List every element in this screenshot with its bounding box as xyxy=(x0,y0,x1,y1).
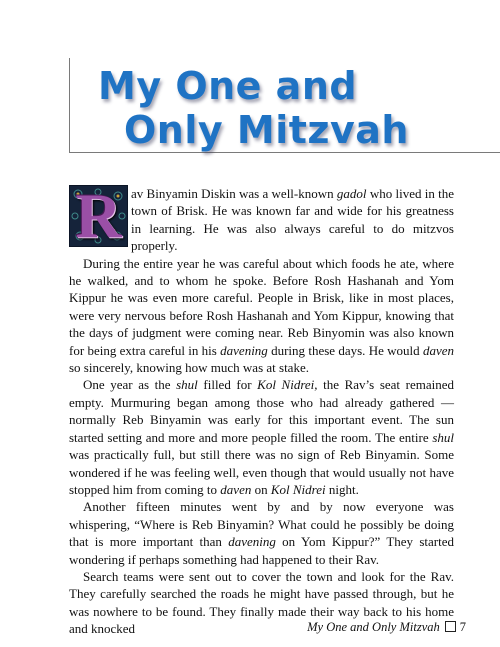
title-frame-vertical-rule xyxy=(69,58,70,153)
text-run: Search teams were sent out to cover the town and look for the Rav. They carefully searched the roads he might have passed through, but he was nowhere to be found. They finally made their way back to his home and knocked xyxy=(69,568,454,637)
drop-cap-spacer xyxy=(69,185,131,253)
text-run: on Yom Kippur?” They started wondering if perhaps something had happened to their Rav. xyxy=(69,534,454,567)
italic-term: shul xyxy=(432,429,454,445)
text-run: during these days. He would xyxy=(267,342,423,358)
chapter-title-line-1: My One and xyxy=(98,64,358,108)
drop-cap-letter: R xyxy=(75,185,122,247)
text-run: on xyxy=(251,481,271,497)
paragraph xyxy=(69,376,454,498)
italic-term: Kol Nidrei xyxy=(270,481,326,497)
page-number: 7 xyxy=(459,620,466,634)
text-run: the Rav’s seat remained empty. Murmuring began among those who had already gathered — normally Reb Binyamin was early for this important event. The sun started setting and more and more people filled the room. The entire xyxy=(69,377,454,445)
italic-term: daven xyxy=(220,481,252,497)
text-run: One year as the xyxy=(83,377,177,393)
italic-term: daven xyxy=(422,342,455,358)
italic-term: Kol Nidrei, xyxy=(257,377,318,393)
italic-term: shul xyxy=(176,377,198,393)
title-frame-horizontal-rule xyxy=(69,152,500,153)
text-run: who lived in the town of Brisk. He was known far and wide for his greatness in learning. He was also always careful to do mitzvos properly. xyxy=(131,186,454,254)
text-run: was practically full, but still there was no sign of Reb Binyamin. Some wondered if he was feeling well, even though that would usually not have stopped him from coming to xyxy=(69,447,454,497)
text-run: av Binyamin Diskin was a well-known xyxy=(131,186,337,201)
text-run: Another fifteen minutes went by and by now everyone was whispering, “Where is Reb Binyamin? What could he possibly be doing that is more important than xyxy=(69,499,454,550)
paragraph xyxy=(69,255,454,377)
italic-term: davening xyxy=(228,534,276,550)
text-run: filled for xyxy=(197,377,258,393)
story-body xyxy=(69,185,454,638)
square-bullet-icon xyxy=(445,621,456,632)
chapter-title xyxy=(98,64,478,152)
text-run: During the entire year he was careful about which foods he ate, where he walked, and to whom he spoke. Before Rosh Hashanah and Yom Kippur he was even more careful. People in Brisk, like in most places, were very nervous before Rosh Hashanah and Yom Kippur, knowing that the days of judgment were coming near. Reb Binyomin was also known for being extra careful in his xyxy=(69,255,454,358)
running-title: My One and Only Mitzvah xyxy=(307,620,440,634)
text-run: so sincerely, knowing how much was at stake. xyxy=(69,360,309,376)
chapter-title-line-2: Only Mitzvah xyxy=(124,108,409,152)
paragraph xyxy=(69,498,454,568)
text-run: night. xyxy=(325,481,359,497)
italic-term: gadol xyxy=(336,186,367,201)
italic-term: davening xyxy=(220,342,268,358)
page-footer xyxy=(307,620,466,635)
